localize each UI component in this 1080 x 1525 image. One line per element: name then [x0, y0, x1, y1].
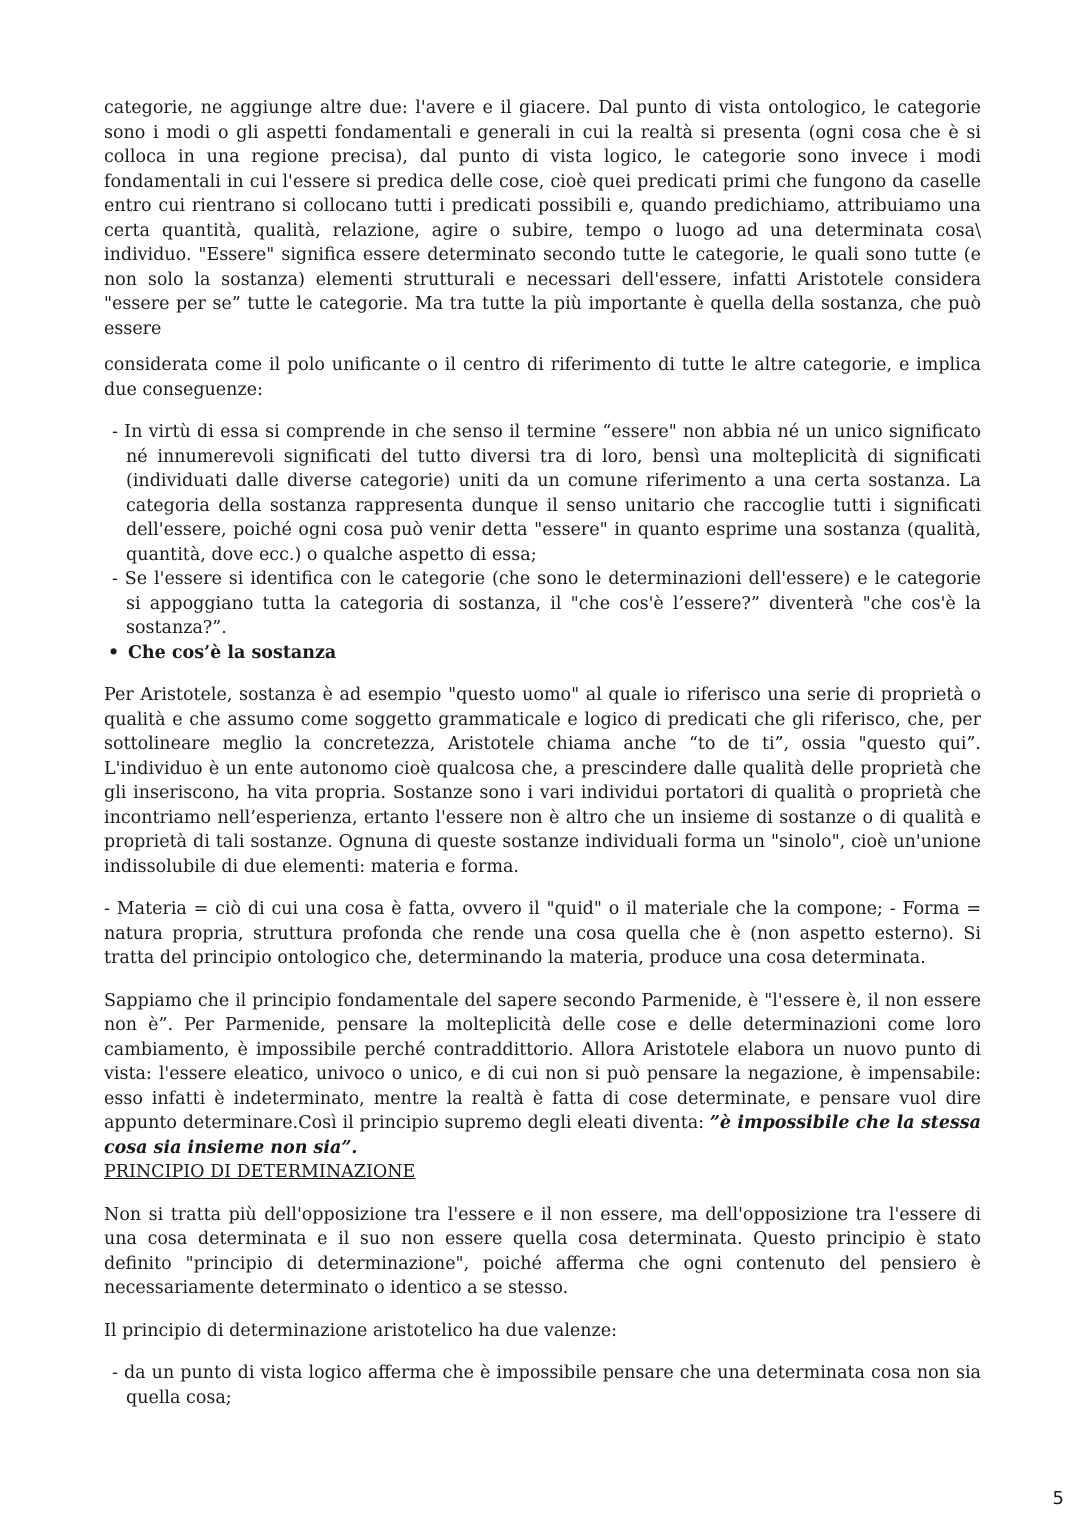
- list-item: - Se l'essere si identifica con le categorie (che sono le determinazioni dell'essere) e le categorie si appoggiano tutta la categoria di sostanza, il "che cos'è l’essere?” diventerà "che cos'è la sostanza?”.: [112, 569, 981, 638]
- paragraph-due-valenze: Il principio di determinazione aristotelico ha due valenze:: [104, 1320, 618, 1341]
- emphasis-quote: ”è impossibile che la stessa cosa sia insieme non sia”.: [104, 1113, 981, 1158]
- paragraph-opposizione: Non si tratta più dell'opposizione tra l'essere e il non essere, ma dell'opposizione tra l'essere di una cosa determinata e il suo non essere quella cosa determinata. Questo principio è stato definito "principio di determinazione", poiché afferma che ogni contenuto del pensiero è necessariamente determinato o identico a se stesso.: [104, 1204, 981, 1298]
- list-item: - In virtù di essa si comprende in che senso il termine “essere" non abbia né un unico significato né innumerevoli significati del tutto diversi tra di loro, bensì una molteplicità di significati (individuati dalle diverse categorie) uniti da un comune riferimento a una certa sostanza. La categoria della sostanza rappresenta dunque il senso unitario che raccoglie tutti i significati dell'essere, poiché ogni cosa può venir detta "essere" in quanto esprime una sostanza (qualità, quantità, dove ecc.) o qualche aspetto di essa;: [112, 422, 981, 565]
- list-valenze: [104, 1361, 981, 1410]
- paragraph-text: Sappiamo che il principio fondamentale del sapere secondo Parmenide, è "l'essere è, il non essere non è”. Per Parmenide, pensare la molteplicità delle cose e delle determinazioni come loro cambiamento, è impossibile perché contraddittorio. Allora Aristotele elabora un nuovo punto di vista: l'essere eleatico, univoco o unico, e di cui non si può pensare la negazione, è impensabile: esso infatti è indeterminato, mentre la realtà è fatta di cose determinate, e pensare vuol dire appunto determinare.Così il principio supremo degli eleati diventa:: [104, 990, 981, 1133]
- page-number: 5: [1052, 1488, 1064, 1509]
- paragraph-materia-forma: - Materia = ciò di cui una cosa è fatta, ovvero il "quid" o il materiale che la compone; - Forma = natura propria, struttura profonda che rende una cosa quella che è (non aspetto esterno). Si tratta del principio ontologico che, determinando la materia, produce una cosa determinata.: [104, 899, 981, 968]
- bullet-icon: •: [108, 642, 120, 663]
- paragraph-polo-unificante: considerata come il polo unificante o il centro di riferimento di tutte le altre categorie, e implica due conseguenze:: [104, 355, 981, 400]
- document-page: [104, 96, 981, 1410]
- paragraph-parmenide: [104, 989, 981, 1161]
- heading-text: Che cos’è la sostanza: [128, 642, 337, 663]
- paragraph-categorie: categorie, ne aggiunge altre due: l'avere e il giacere. Dal punto di vista ontologico, le categorie sono i modi o gli aspetti fondamentali e generali in cui la realtà si presenta (ogni cosa che è si colloca in una regione precisa), dal punto di vista logico, le categorie sono invece i modi fondamentali in cui l'essere si predica delle cose, cioè quei predicati primi che fungono da caselle entro cui rientrano si collocano tutti i predicati possibili e, quando predichiamo, attribuiamo una certa quantità, qualità, relazione, agire o subire, tempo o luogo ad una determinata cosa\ individuo. "Essere" significa essere determinato secondo tutte le categorie, le quali sono tutte (e non solo la sostanza) elementi strutturali e necessari dell'essere, infatti Aristotele considera "essere per se” tutte le categorie. Ma tra tutte la più importante è quella della sostanza, che può essere: [104, 98, 981, 339]
- section-heading-sostanza: [104, 641, 981, 666]
- list-item: - da un punto di vista logico afferma che è impossibile pensare che una determinata cosa non sia quella cosa;: [112, 1363, 981, 1408]
- section-title-principio: PRINCIPIO DI DETERMINAZIONE: [104, 1162, 416, 1182]
- list-conseguenze: [104, 420, 981, 641]
- paragraph-per-aristotele: Per Aristotele, sostanza è ad esempio "questo uomo" al quale io riferisco una serie di proprietà o qualità e che assumo come soggetto grammaticale e logico di predicati che gli riferisco, che, per sottolineare meglio la concretezza, Aristotele chiama anche “to de ti”, ossia "questo qui”. L'individuo è un ente autonomo cioè qualcosa che, a prescindere dalle qualità delle proprietà che gli inseriscono, ha vita propria. Sostanze sono i vari individui portatori di qualità o proprietà che incontriamo nell’esperienza, ertanto l'essere non è altro che un insieme di sostanze o di qualità e proprietà di tali sostanze. Ognuna di queste sostanze individuali forma un "sinolo", cioè un'unione indissolubile di due elementi: materia e forma.: [104, 685, 981, 877]
